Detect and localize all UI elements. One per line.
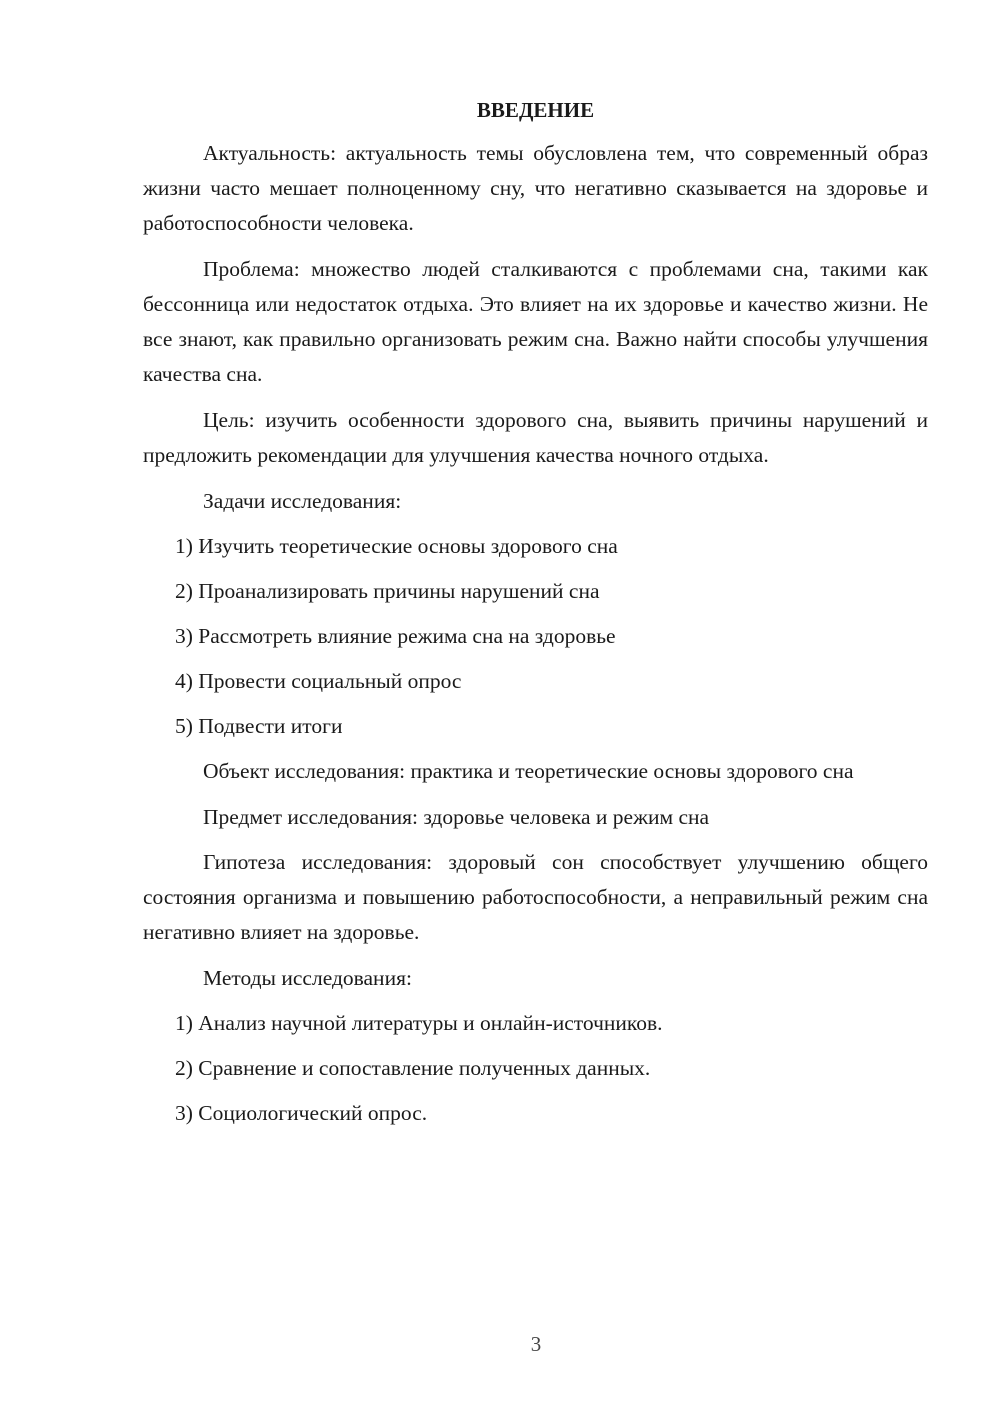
list-item: 5) Подвести итоги xyxy=(175,714,343,738)
goal-paragraph: Цель: изучить особенности здорового сна, выявить причины нарушений и предложить рекомендации для улучшения качества ночного отдыха. xyxy=(143,408,928,467)
list-item: 3) Рассмотреть влияние режима сна на здоровье xyxy=(175,624,616,648)
problem-paragraph: Проблема: множество людей сталкиваются с проблемами сна, такими как бессонница или недостаток отдыха. Это влияет на их здоровье и качество жизни. Не все знают, как правильно организовать режим сна. Важно найти способы улучшения качества сна. xyxy=(143,257,928,386)
list-item: 1) Анализ научной литературы и онлайн-источников. xyxy=(175,1011,663,1035)
section-title: ВВЕДЕНИЕ xyxy=(476,98,595,122)
tasks-heading: Задачи исследования: xyxy=(203,489,402,513)
relevance-paragraph: Актуальность: актуальность темы обусловлена тем, что современный образ жизни часто мешает полноценному сну, что негативно сказывается на здоровье и работоспособности человека. xyxy=(143,141,928,235)
subject-paragraph: Предмет исследования: здоровье человека и режим сна xyxy=(203,805,710,829)
hypothesis-paragraph: Гипотеза исследования: здоровый сон способствует улучшению общего состояния организма и повышению работоспособности, а неправильный режим сна негативно влияет на здоровье. xyxy=(143,850,928,944)
page-number: 3 xyxy=(530,1332,542,1356)
list-item: 2) Сравнение и сопоставление полученных данных. xyxy=(175,1056,651,1080)
list-item: 3) Социологический опрос. xyxy=(175,1101,428,1125)
methods-list xyxy=(143,1006,928,1131)
list-item: 4) Провести социальный опрос xyxy=(175,669,462,693)
list-item: 2) Проанализировать причины нарушений сна xyxy=(175,579,600,603)
methods-heading: Методы исследования: xyxy=(203,966,412,990)
tasks-list xyxy=(143,529,928,744)
list-item: 1) Изучить теоретические основы здорового сна xyxy=(175,534,618,558)
object-paragraph: Объект исследования: практика и теоретические основы здорового сна xyxy=(203,759,854,783)
document-page xyxy=(143,92,928,1141)
